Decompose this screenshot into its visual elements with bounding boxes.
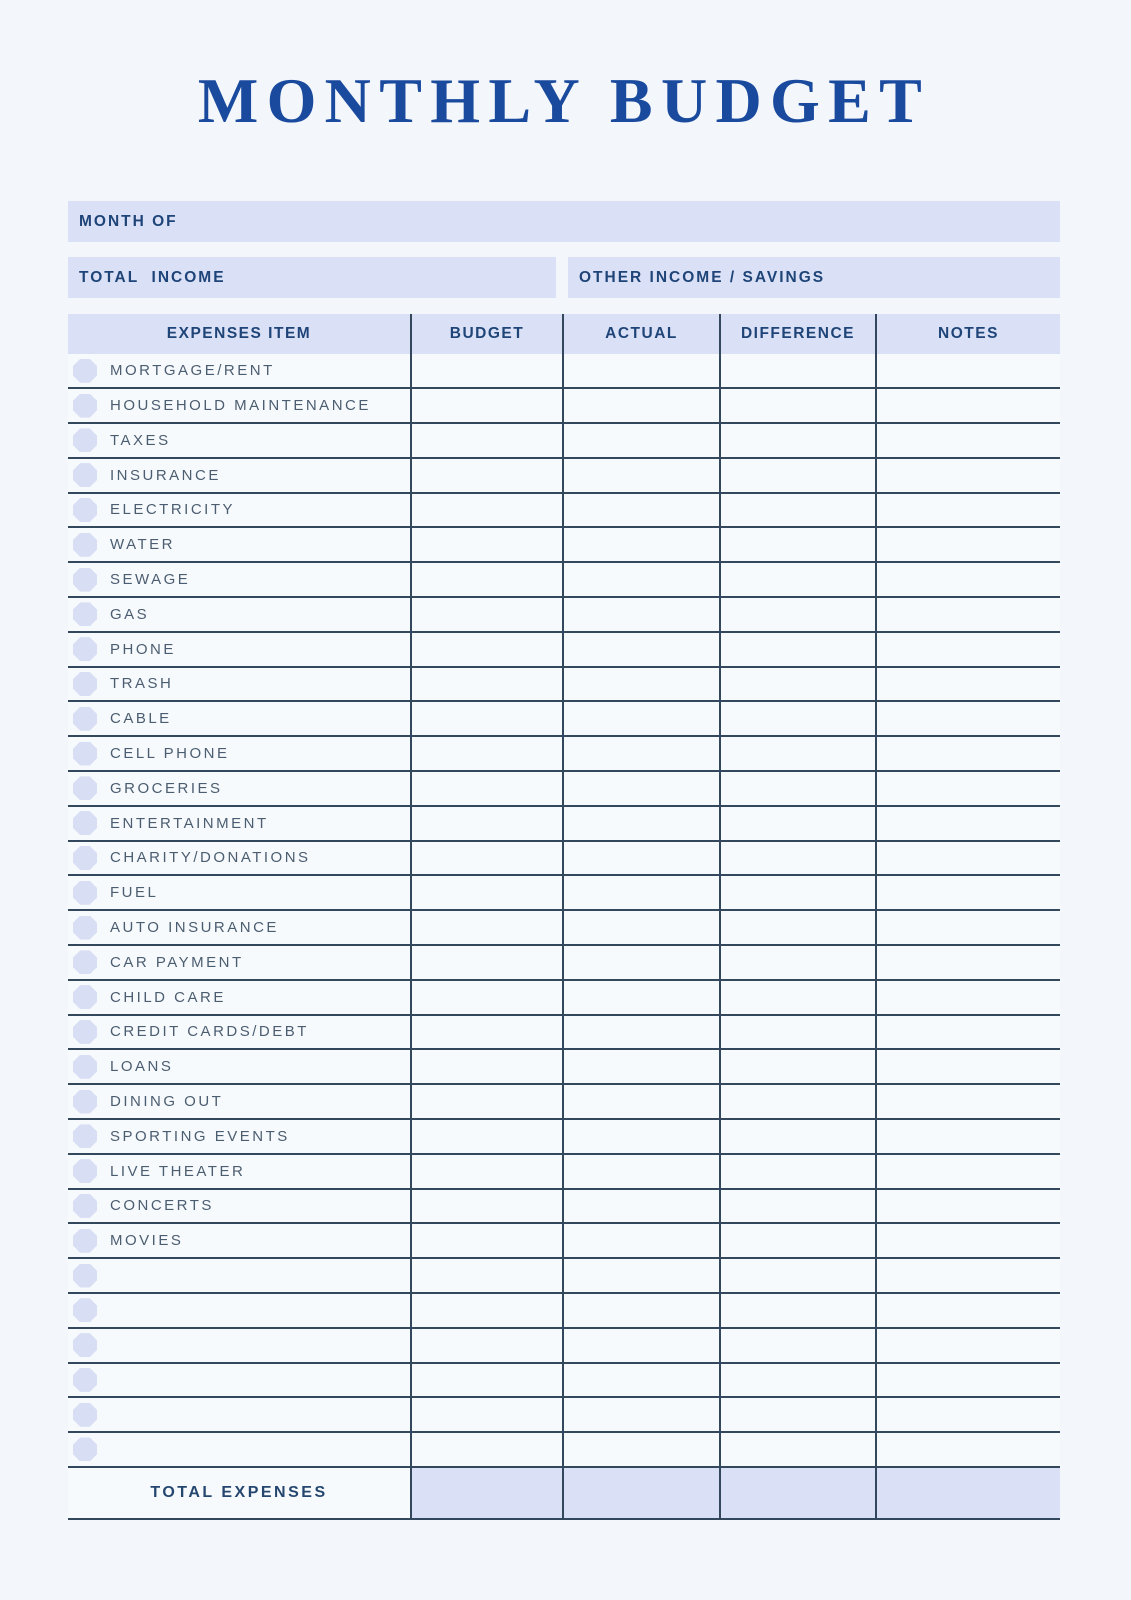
expense-row (68, 981, 1060, 1016)
octagon-bullet-icon (73, 568, 97, 592)
difference-cell (719, 389, 875, 422)
actual-cell (562, 389, 719, 422)
budget-cell (410, 946, 562, 979)
expense-item-label: DINING OUT (110, 1093, 224, 1111)
budget-cell (410, 1398, 562, 1431)
octagon-bullet-icon (73, 846, 97, 870)
octagon-bullet-icon (73, 463, 97, 487)
expense-item-label: INSURANCE (110, 466, 221, 484)
difference-cell (719, 1329, 875, 1362)
notes-cell (875, 668, 1060, 701)
difference-cell (719, 702, 875, 735)
expense-row (68, 1016, 1060, 1051)
difference-cell (719, 1050, 875, 1083)
octagon-bullet-icon (73, 1368, 97, 1392)
actual-cell (562, 424, 719, 457)
difference-cell (719, 1120, 875, 1153)
expense-row (68, 1364, 1060, 1399)
actual-cell (562, 981, 719, 1014)
expense-row (68, 459, 1060, 494)
difference-cell (719, 1224, 875, 1257)
octagon-bullet-icon (73, 881, 97, 905)
expense-item-cell (68, 668, 410, 701)
difference-cell (719, 946, 875, 979)
actual-cell (562, 946, 719, 979)
budget-cell (410, 702, 562, 735)
notes-cell (875, 1224, 1060, 1257)
difference-cell (719, 1085, 875, 1118)
expense-item-cell (68, 1155, 410, 1188)
expense-item-cell (68, 911, 410, 944)
budget-cell (410, 459, 562, 492)
expense-row (68, 911, 1060, 946)
octagon-bullet-icon (73, 1159, 97, 1183)
difference-cell (719, 563, 875, 596)
octagon-bullet-icon (73, 672, 97, 696)
budget-cell (410, 354, 562, 387)
expense-item-cell (68, 528, 410, 561)
budget-cell (410, 1364, 562, 1397)
budget-cell (410, 876, 562, 909)
expense-row (68, 1120, 1060, 1155)
total-expenses-label: TOTAL EXPENSES (150, 1483, 328, 1501)
octagon-bullet-icon (73, 707, 97, 731)
notes-cell (875, 1050, 1060, 1083)
actual-cell (562, 737, 719, 770)
difference-cell (719, 1190, 875, 1223)
actual-cell (562, 563, 719, 596)
total-budget-cell (410, 1468, 562, 1518)
budget-cell (410, 389, 562, 422)
octagon-bullet-icon (73, 428, 97, 452)
octagon-bullet-icon (73, 742, 97, 766)
expense-row (68, 1155, 1060, 1190)
expense-row (68, 528, 1060, 563)
octagon-bullet-icon (73, 637, 97, 661)
budget-cell (410, 528, 562, 561)
difference-cell (719, 737, 875, 770)
difference-cell (719, 598, 875, 631)
budget-cell (410, 633, 562, 666)
expense-item-label: GROCERIES (110, 779, 223, 797)
expense-row (68, 876, 1060, 911)
income-gap (556, 257, 568, 298)
octagon-bullet-icon (73, 1437, 97, 1461)
expense-item-cell (68, 1016, 410, 1049)
expense-row (68, 424, 1060, 459)
header-actual: ACTUAL (562, 314, 719, 354)
octagon-bullet-icon (73, 1124, 97, 1148)
octagon-bullet-icon (73, 359, 97, 383)
budget-cell (410, 807, 562, 840)
expense-item-cell (68, 772, 410, 805)
expense-item-label: CELL PHONE (110, 745, 230, 763)
budget-cell (410, 598, 562, 631)
octagon-bullet-icon (73, 498, 97, 522)
expense-item-cell (68, 842, 410, 875)
notes-cell (875, 633, 1060, 666)
notes-cell (875, 1294, 1060, 1327)
expense-row (68, 807, 1060, 842)
notes-cell (875, 981, 1060, 1014)
difference-cell (719, 807, 875, 840)
actual-cell (562, 842, 719, 875)
difference-cell (719, 1155, 875, 1188)
actual-cell (562, 1433, 719, 1466)
table-header-row (68, 314, 1060, 354)
total-income-label: TOTAL INCOME (79, 268, 226, 286)
budget-cell (410, 911, 562, 944)
expense-row (68, 354, 1060, 389)
expense-item-cell (68, 459, 410, 492)
expense-item-label: LOANS (110, 1058, 174, 1076)
income-section (68, 257, 1060, 298)
header-difference: DIFFERENCE (719, 314, 875, 354)
total-expenses-row (68, 1468, 1060, 1520)
expense-item-cell (68, 876, 410, 909)
expense-item-cell (68, 354, 410, 387)
actual-cell (562, 494, 719, 527)
expense-item-cell (68, 737, 410, 770)
expense-row (68, 494, 1060, 529)
notes-cell (875, 876, 1060, 909)
budget-cell (410, 842, 562, 875)
notes-cell (875, 563, 1060, 596)
budget-cell (410, 772, 562, 805)
difference-cell (719, 876, 875, 909)
budget-cell (410, 494, 562, 527)
expense-item-cell (68, 1050, 410, 1083)
expense-item-cell (68, 1085, 410, 1118)
octagon-bullet-icon (73, 1055, 97, 1079)
budget-cell (410, 1120, 562, 1153)
octagon-bullet-icon (73, 1333, 97, 1357)
expense-row (68, 702, 1060, 737)
total-income-field (68, 257, 556, 298)
notes-cell (875, 702, 1060, 735)
actual-cell (562, 1155, 719, 1188)
budget-cell (410, 668, 562, 701)
expense-item-cell (68, 494, 410, 527)
octagon-bullet-icon (73, 811, 97, 835)
notes-cell (875, 354, 1060, 387)
expense-item-label: MORTGAGE/RENT (110, 362, 275, 380)
difference-cell (719, 1398, 875, 1431)
budget-cell (410, 1433, 562, 1466)
notes-cell (875, 389, 1060, 422)
notes-cell (875, 598, 1060, 631)
actual-cell (562, 528, 719, 561)
expense-item-label: CONCERTS (110, 1197, 214, 1215)
difference-cell (719, 1433, 875, 1466)
notes-cell (875, 459, 1060, 492)
notes-cell (875, 1120, 1060, 1153)
actual-cell (562, 1329, 719, 1362)
difference-cell (719, 1294, 875, 1327)
expense-item-label: AUTO INSURANCE (110, 919, 279, 937)
expense-item-cell (68, 633, 410, 666)
expense-row (68, 1329, 1060, 1364)
expense-row (68, 1433, 1060, 1468)
actual-cell (562, 1364, 719, 1397)
expense-row (68, 946, 1060, 981)
expense-item-label: HOUSEHOLD MAINTENANCE (110, 397, 371, 415)
budget-cell (410, 1259, 562, 1292)
budget-cell (410, 424, 562, 457)
total-notes-cell (875, 1468, 1060, 1518)
expense-row (68, 563, 1060, 598)
expense-item-cell (68, 702, 410, 735)
expense-item-label: CHILD CARE (110, 988, 226, 1006)
actual-cell (562, 772, 719, 805)
difference-cell (719, 459, 875, 492)
octagon-bullet-icon (73, 916, 97, 940)
total-difference-cell (719, 1468, 875, 1518)
expense-row (68, 633, 1060, 668)
octagon-bullet-icon (73, 1090, 97, 1114)
notes-cell (875, 1155, 1060, 1188)
expenses-table (68, 314, 1060, 1520)
expense-item-label: PHONE (110, 640, 176, 658)
header-budget: BUDGET (410, 314, 562, 354)
month-of-label: MONTH OF (79, 212, 178, 230)
expense-item-cell (68, 1364, 410, 1397)
difference-cell (719, 668, 875, 701)
difference-cell (719, 911, 875, 944)
expense-item-label: SEWAGE (110, 571, 191, 589)
difference-cell (719, 528, 875, 561)
actual-cell (562, 668, 719, 701)
notes-cell (875, 772, 1060, 805)
budget-cell (410, 1050, 562, 1083)
expense-item-label: CABLE (110, 710, 172, 728)
notes-cell (875, 911, 1060, 944)
expense-item-cell (68, 981, 410, 1014)
expense-row (68, 1259, 1060, 1294)
expense-item-label: ENTERTAINMENT (110, 814, 269, 832)
expense-item-cell (68, 1329, 410, 1362)
octagon-bullet-icon (73, 394, 97, 418)
expense-item-cell (68, 1433, 410, 1466)
expense-row (68, 842, 1060, 877)
notes-cell (875, 1364, 1060, 1397)
expense-item-cell (68, 807, 410, 840)
budget-cell (410, 1016, 562, 1049)
notes-cell (875, 494, 1060, 527)
other-income-savings-field (568, 257, 1060, 298)
difference-cell (719, 842, 875, 875)
difference-cell (719, 1016, 875, 1049)
difference-cell (719, 494, 875, 527)
difference-cell (719, 981, 875, 1014)
octagon-bullet-icon (73, 1229, 97, 1253)
expense-item-label: TRASH (110, 675, 174, 693)
expense-item-cell (68, 1259, 410, 1292)
expense-row (68, 1398, 1060, 1433)
octagon-bullet-icon (73, 1020, 97, 1044)
actual-cell (562, 702, 719, 735)
expense-item-cell (68, 1190, 410, 1223)
expense-row (68, 1294, 1060, 1329)
notes-cell (875, 1085, 1060, 1118)
budget-cell (410, 563, 562, 596)
difference-cell (719, 1259, 875, 1292)
expense-row (68, 1085, 1060, 1120)
octagon-bullet-icon (73, 776, 97, 800)
actual-cell (562, 354, 719, 387)
expense-item-label: SPORTING EVENTS (110, 1127, 290, 1145)
table-body (68, 354, 1060, 1468)
page-title: MONTHLY BUDGET (197, 65, 931, 136)
octagon-bullet-icon (73, 950, 97, 974)
expense-item-cell (68, 1398, 410, 1431)
total-actual-cell (562, 1468, 719, 1518)
expense-row (68, 668, 1060, 703)
actual-cell (562, 1085, 719, 1118)
actual-cell (562, 598, 719, 631)
notes-cell (875, 737, 1060, 770)
notes-cell (875, 1329, 1060, 1362)
budget-cell (410, 1085, 562, 1118)
difference-cell (719, 772, 875, 805)
difference-cell (719, 354, 875, 387)
expense-item-label: CAR PAYMENT (110, 953, 244, 971)
actual-cell (562, 459, 719, 492)
expense-item-label: FUEL (110, 884, 159, 902)
octagon-bullet-icon (73, 1264, 97, 1288)
actual-cell (562, 807, 719, 840)
difference-cell (719, 424, 875, 457)
expense-row (68, 1224, 1060, 1259)
expense-item-label: CHARITY/DONATIONS (110, 849, 311, 867)
header-notes: NOTES (875, 314, 1060, 354)
actual-cell (562, 633, 719, 666)
notes-cell (875, 946, 1060, 979)
expense-item-label: TAXES (110, 431, 171, 449)
expense-item-label: CREDIT CARDS/DEBT (110, 1023, 309, 1041)
actual-cell (562, 1294, 719, 1327)
expense-item-label: ELECTRICITY (110, 501, 236, 519)
notes-cell (875, 842, 1060, 875)
expense-item-label: LIVE THEATER (110, 1162, 246, 1180)
difference-cell (719, 1364, 875, 1397)
other-income-savings-label: OTHER INCOME / SAVINGS (579, 268, 826, 286)
expense-item-label: GAS (110, 605, 150, 623)
actual-cell (562, 1398, 719, 1431)
budget-cell (410, 737, 562, 770)
actual-cell (562, 876, 719, 909)
budget-cell (410, 1224, 562, 1257)
actual-cell (562, 1190, 719, 1223)
expense-row (68, 772, 1060, 807)
actual-cell (562, 1120, 719, 1153)
budget-cell (410, 1190, 562, 1223)
expense-item-cell (68, 389, 410, 422)
expense-item-cell (68, 946, 410, 979)
notes-cell (875, 1190, 1060, 1223)
notes-cell (875, 1259, 1060, 1292)
expense-item-cell (68, 1224, 410, 1257)
budget-cell (410, 1294, 562, 1327)
octagon-bullet-icon (73, 1403, 97, 1427)
budget-cell (410, 1329, 562, 1362)
octagon-bullet-icon (73, 985, 97, 1009)
octagon-bullet-icon (73, 602, 97, 626)
expense-row (68, 598, 1060, 633)
expense-row (68, 389, 1060, 424)
notes-cell (875, 424, 1060, 457)
notes-cell (875, 1016, 1060, 1049)
expense-row (68, 737, 1060, 772)
octagon-bullet-icon (73, 1298, 97, 1322)
actual-cell (562, 911, 719, 944)
expense-item-label: MOVIES (110, 1232, 184, 1250)
expense-item-cell (68, 1294, 410, 1327)
expense-item-cell (68, 424, 410, 457)
actual-cell (562, 1259, 719, 1292)
expense-row (68, 1190, 1060, 1225)
difference-cell (719, 633, 875, 666)
notes-cell (875, 1433, 1060, 1466)
actual-cell (562, 1224, 719, 1257)
header-expenses-item: EXPENSES ITEM (166, 325, 312, 343)
expense-item-cell (68, 598, 410, 631)
octagon-bullet-icon (73, 1194, 97, 1218)
expense-item-cell (68, 1120, 410, 1153)
notes-cell (875, 1398, 1060, 1431)
notes-cell (875, 528, 1060, 561)
month-of-field (68, 201, 1060, 242)
actual-cell (562, 1016, 719, 1049)
expense-item-cell (68, 563, 410, 596)
actual-cell (562, 1050, 719, 1083)
budget-cell (410, 981, 562, 1014)
notes-cell (875, 807, 1060, 840)
expense-row (68, 1050, 1060, 1085)
budget-cell (410, 1155, 562, 1188)
octagon-bullet-icon (73, 533, 97, 557)
expense-item-label: WATER (110, 536, 175, 554)
